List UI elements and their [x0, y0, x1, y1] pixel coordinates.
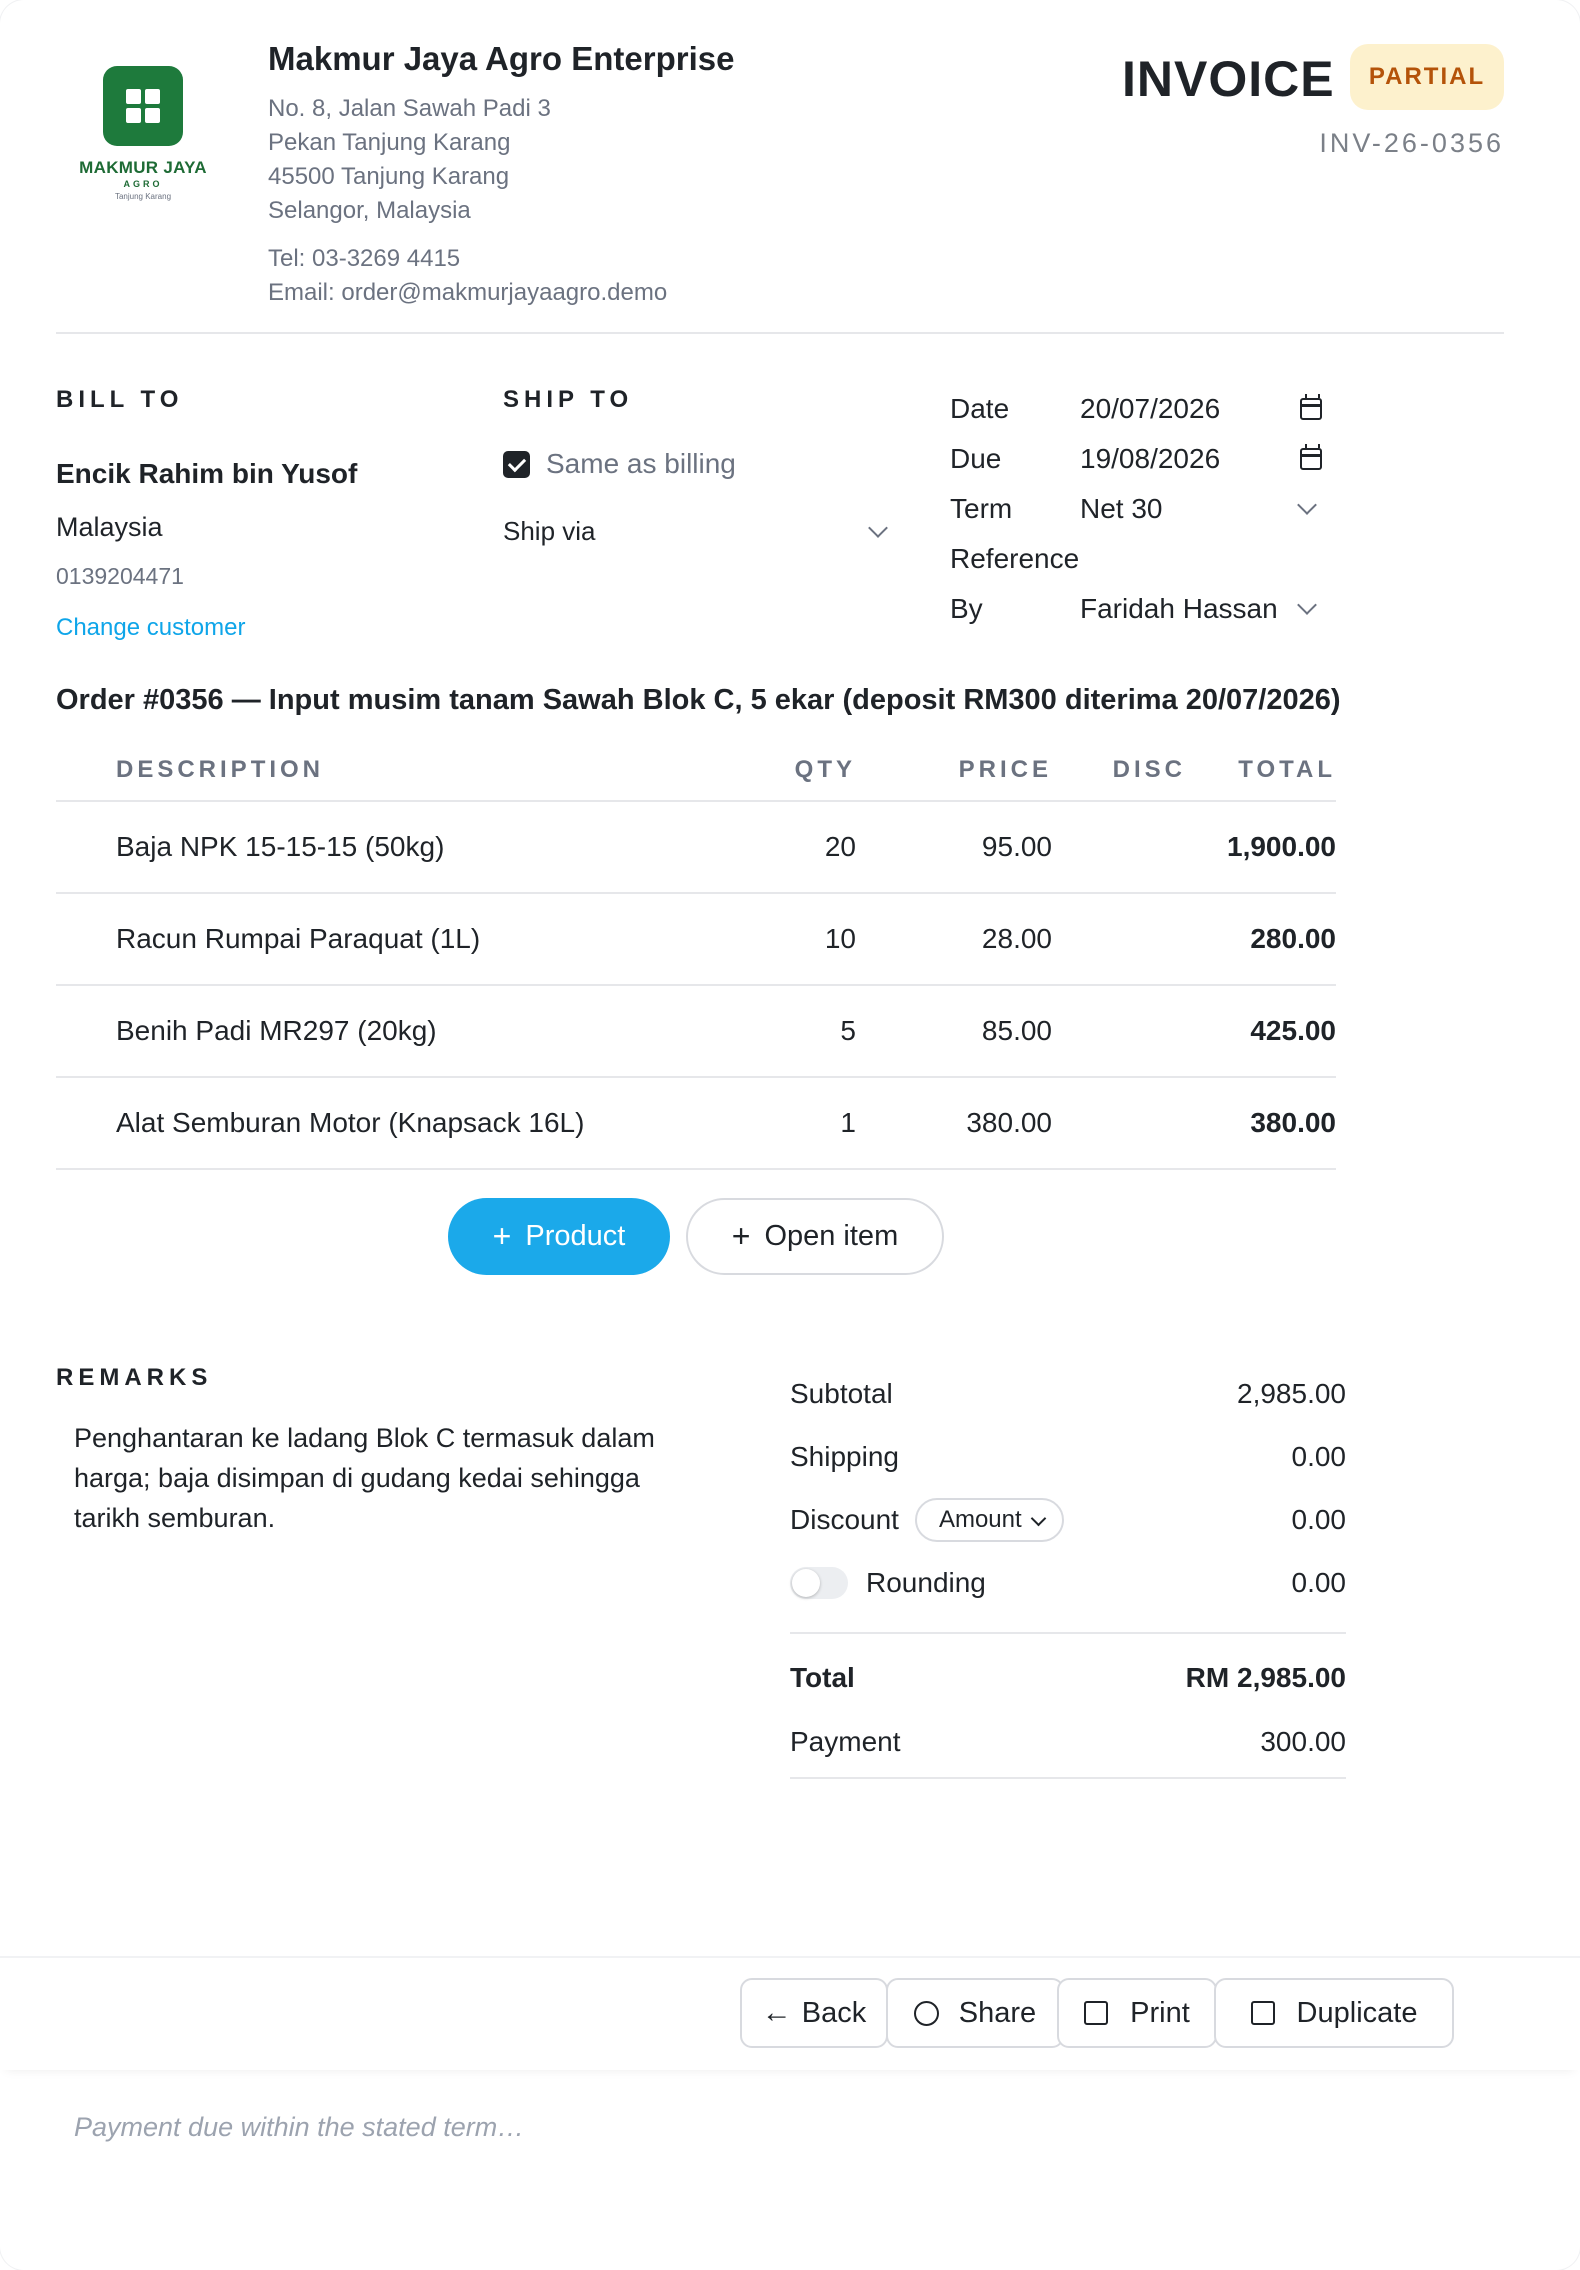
logo-grid-icon: [103, 66, 183, 146]
discount-type-select[interactable]: Amount: [915, 1498, 1064, 1542]
invoice-title: INVOICE: [1122, 51, 1335, 107]
share-icon: [914, 2001, 939, 2026]
arrow-left-icon: ←: [761, 1996, 792, 2029]
chevron-down-icon: [1297, 495, 1317, 515]
footer-note[interactable]: Payment due within the stated term…: [74, 2112, 525, 2142]
print-icon: [1084, 2001, 1108, 2025]
plus-icon: +: [492, 1218, 512, 1254]
print-label: Print: [1130, 1996, 1190, 2029]
table-row[interactable]: [56, 1078, 1336, 1170]
duplicate-button[interactable]: [1214, 1978, 1454, 2048]
header-disc: DISC: [1112, 756, 1186, 783]
ship-via-select[interactable]: [503, 516, 893, 547]
duplicate-label: Duplicate: [1296, 1996, 1418, 2029]
ship-to-label: SHIP TO: [503, 386, 634, 413]
shipping-row: [790, 1425, 1346, 1488]
due-field[interactable]: [950, 434, 1340, 484]
status-badge: PARTIAL: [1350, 44, 1504, 110]
back-button[interactable]: [740, 1978, 888, 2048]
by-select[interactable]: [950, 584, 1340, 634]
address-line: 45500 Tanjung Karang: [268, 163, 510, 190]
item-price[interactable]: 380.00: [966, 1107, 1052, 1138]
order-title: Order #0356 — Input musim tanam Sawah Blok C, 5 ekar (deposit RM300 diterima 20/07/2026): [56, 684, 1341, 716]
back-label: Back: [801, 1996, 867, 2029]
logo-name: MAKMUR JAYA: [79, 158, 207, 177]
customer-phone: 0139204471: [56, 563, 184, 589]
shipping-value[interactable]: 0.00: [1291, 1440, 1346, 1472]
item-total: 425.00: [1250, 1015, 1336, 1046]
calendar-icon[interactable]: [1300, 448, 1322, 470]
logo-sub: AGRO: [123, 179, 163, 189]
date-label: Date: [950, 393, 1010, 424]
header-total: TOTAL: [1238, 756, 1336, 783]
totals-bottom-divider: [790, 1777, 1346, 1779]
company-tel: Tel: 03-3269 4415: [268, 245, 461, 272]
term-select[interactable]: [950, 484, 1340, 534]
item-total: 280.00: [1250, 923, 1336, 954]
item-qty[interactable]: 5: [840, 1015, 856, 1046]
term-value[interactable]: Net 30: [1080, 493, 1163, 524]
shipping-label: Shipping: [790, 1440, 899, 1472]
subtotal-label: Subtotal: [790, 1377, 893, 1409]
totals-panel: [790, 1362, 1346, 1779]
table-row[interactable]: [56, 802, 1336, 894]
checkbox-checked-icon[interactable]: [503, 451, 530, 478]
calendar-icon[interactable]: [1300, 398, 1322, 420]
total-value: RM 2,985.00: [1185, 1662, 1346, 1693]
total-label: Total: [790, 1662, 855, 1693]
reference-field[interactable]: [950, 534, 1340, 584]
payment-value: 300.00: [1260, 1725, 1346, 1757]
item-total: 380.00: [1250, 1107, 1336, 1138]
table-row[interactable]: [56, 894, 1336, 986]
discount-row: [790, 1488, 1346, 1551]
logo-location: Tanjung Karang: [114, 192, 172, 201]
ship-via-label: Ship via: [503, 516, 596, 546]
add-product-button[interactable]: [448, 1198, 670, 1275]
date-field[interactable]: [950, 384, 1340, 434]
share-label: Share: [958, 1996, 1037, 2029]
rounding-value: 0.00: [1291, 1566, 1346, 1598]
same-as-billing-checkbox[interactable]: [503, 448, 893, 480]
totals-divider: [790, 1632, 1346, 1634]
address-line: Pekan Tanjung Karang: [268, 129, 511, 156]
item-description[interactable]: Baja NPK 15-15-15 (50kg): [116, 831, 445, 862]
item-qty[interactable]: 20: [824, 831, 856, 862]
company-email: Email: order@makmurjayaagro.demo: [268, 279, 668, 306]
ship-to-section: [503, 386, 893, 547]
add-open-item-button[interactable]: [686, 1198, 944, 1275]
item-qty[interactable]: 1: [840, 1107, 856, 1138]
date-value[interactable]: 20/07/2026: [1080, 393, 1221, 424]
address-line: No. 8, Jalan Sawah Padi 3: [268, 95, 551, 122]
item-price[interactable]: 28.00: [981, 923, 1052, 954]
company-info: [268, 40, 734, 310]
bill-to-label: BILL TO: [56, 386, 184, 413]
table-header: [56, 740, 1336, 802]
rounding-toggle[interactable]: [790, 1567, 848, 1599]
term-label: Term: [950, 493, 1013, 524]
customer-name: Encik Rahim bin Yusof: [56, 458, 358, 489]
company-logo: [58, 66, 228, 216]
header-qty: QTY: [794, 756, 856, 783]
by-label: By: [950, 593, 983, 624]
discount-label: Discount: [790, 1503, 899, 1535]
invoice-number: INV-26-0356: [1319, 128, 1504, 158]
add-product-label: Product: [525, 1220, 626, 1252]
bill-to-section: [56, 386, 357, 642]
chevron-down-icon: [1297, 595, 1317, 615]
add-open-item-label: Open item: [764, 1220, 899, 1252]
duplicate-icon: [1251, 2001, 1275, 2025]
same-as-billing-label: Same as billing: [546, 448, 736, 479]
header-description: DESCRIPTION: [116, 756, 325, 783]
by-value[interactable]: Faridah Hassan: [1080, 593, 1278, 624]
item-price[interactable]: 95.00: [981, 831, 1052, 862]
reference-label: Reference: [950, 543, 1080, 574]
item-price[interactable]: 85.00: [981, 1015, 1052, 1046]
plus-icon: +: [731, 1218, 751, 1254]
subtotal-row: [790, 1362, 1346, 1425]
due-label: Due: [950, 443, 1002, 474]
subtotal-value: 2,985.00: [1237, 1377, 1346, 1409]
address-line: Selangor, Malaysia: [268, 197, 471, 224]
item-description[interactable]: Alat Semburan Motor (Knapsack 16L): [116, 1107, 585, 1138]
rounding-row: [790, 1551, 1346, 1614]
discount-value[interactable]: 0.00: [1291, 1503, 1346, 1535]
item-description[interactable]: Racun Rumpai Paraquat (1L): [116, 923, 481, 954]
item-description[interactable]: Benih Padi MR297 (20kg): [116, 1015, 437, 1046]
remarks-text[interactable]: Penghantaran ke ladang Blok C termasuk dalam harga; baja disimpan di gudang kedai sehingga tarikh semburan.: [74, 1423, 655, 1533]
header-price: PRICE: [958, 756, 1052, 783]
payment-row: [790, 1710, 1346, 1773]
rounding-label: Rounding: [866, 1566, 986, 1598]
chevron-down-icon: [868, 518, 888, 538]
company-name: Makmur Jaya Agro Enterprise: [268, 40, 735, 77]
change-customer-link[interactable]: Change customer: [56, 614, 246, 641]
share-button[interactable]: [886, 1978, 1064, 2048]
item-total: 1,900.00: [1227, 831, 1336, 862]
payment-label: Payment: [790, 1725, 901, 1757]
line-items-table: [56, 740, 1336, 1170]
due-value[interactable]: 19/08/2026: [1080, 443, 1221, 474]
table-row[interactable]: [56, 986, 1336, 1078]
customer-country: Malaysia: [56, 512, 163, 542]
item-qty[interactable]: 10: [824, 923, 856, 954]
print-button[interactable]: [1057, 1978, 1217, 2048]
remarks-label: REMARKS: [56, 1364, 213, 1391]
invoice-meta: [950, 384, 1340, 634]
header-divider: [56, 332, 1504, 334]
total-row: [790, 1646, 1346, 1710]
